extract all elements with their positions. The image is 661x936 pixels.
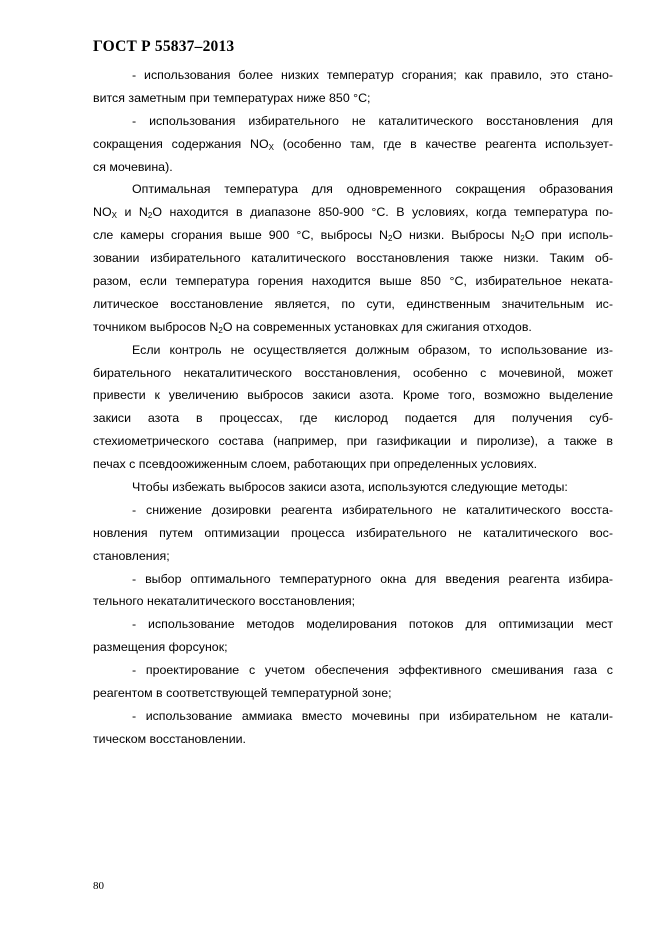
text-line: разом, если температура горения находится выше 850 °С, избирательное неката- [93,274,613,289]
document-body [93,64,613,751]
paragraph [93,339,613,476]
text-line: бирательного некаталитического восстановления, особенно с мочевиной, может [93,365,613,380]
paragraph [93,499,613,568]
text-line: тическом восстановлении. [93,731,246,746]
text-line: реагентом в соответствующей температурной зоне; [93,686,392,701]
text-line: Оптимальная температура для одновременного сокращения образования [132,182,613,197]
paragraph [93,568,613,614]
document-header: ГОСТ Р 55837–2013 [93,38,235,55]
paragraph [93,705,613,751]
paragraph [93,64,613,110]
text-line: привести к увеличению выбросов закиси азота. Кроме того, возможно выделение [93,388,613,403]
text-line: - использования избирательного не каталитического восстановления для [132,113,613,128]
text-line: сокращения содержания $NO_X$ (особенно там, где в качестве реагента использует- [93,136,613,152]
text-line: стехиометрического состава (например, при газификации и пиролизе), а также в [93,434,613,449]
text-line: $NO_X$ и $N_2O$ находится в диапазоне 850-900 °С. В условиях, когда температура по- [93,205,613,221]
text-line: печах с псевдоожиженным слоем, работающих при определенных условиях. [93,457,538,472]
text-line: зовании избирательного каталитического восстановления также низки. Таким об- [93,251,613,266]
page-number: 80 [93,880,104,892]
text-line: литическое восстановление является, по сути, единственным значительным ис- [93,296,613,311]
text-line: новления путем оптимизации процесса избирательного не каталитического вос- [93,525,613,540]
text-line: сле камеры сгорания выше 900 °С, выбросы $N_2O$ низки. Выбросы $N_2O$ при исполь- [93,228,613,244]
text-line: вится заметным при температурах ниже 850 °С; [93,90,371,105]
text-line: размещения форсунок; [93,640,228,655]
text-line: - снижение дозировки реагента избирательного не каталитического восста- [132,502,613,517]
paragraph [93,659,613,705]
text-line: - выбор оптимального температурного окна для введения реагента избира- [132,571,613,586]
text-line: ся мочевина). [93,159,173,174]
paragraph [93,178,613,338]
paragraph [93,476,613,499]
text-line: - использование аммиака вместо мочевины при избирательном не катали- [132,708,613,723]
text-line: тельного некаталитического восстановления; [93,594,356,609]
text-line: Чтобы избежать выбросов закиси азота, используются следующие методы: [132,480,568,495]
paragraph [93,110,613,179]
text-line: становления; [93,548,170,563]
text-line: закиси азота в процессах, где кислород подается для получения суб- [93,411,613,426]
text-line: Если контроль не осуществляется должным образом, то использование из- [132,342,613,357]
paragraph [93,613,613,659]
text-line: - использование методов моделирования потоков для оптимизации мест [132,617,613,632]
text-line: точником выбросов $N_2O$ на современных установках для сжигания отходов. [93,319,532,335]
text-line: - проектирование с учетом обеспечения эффективного смешивания газа с [132,663,613,678]
text-line: - использования более низких температур сгорания; как правило, это стано- [132,68,613,82]
